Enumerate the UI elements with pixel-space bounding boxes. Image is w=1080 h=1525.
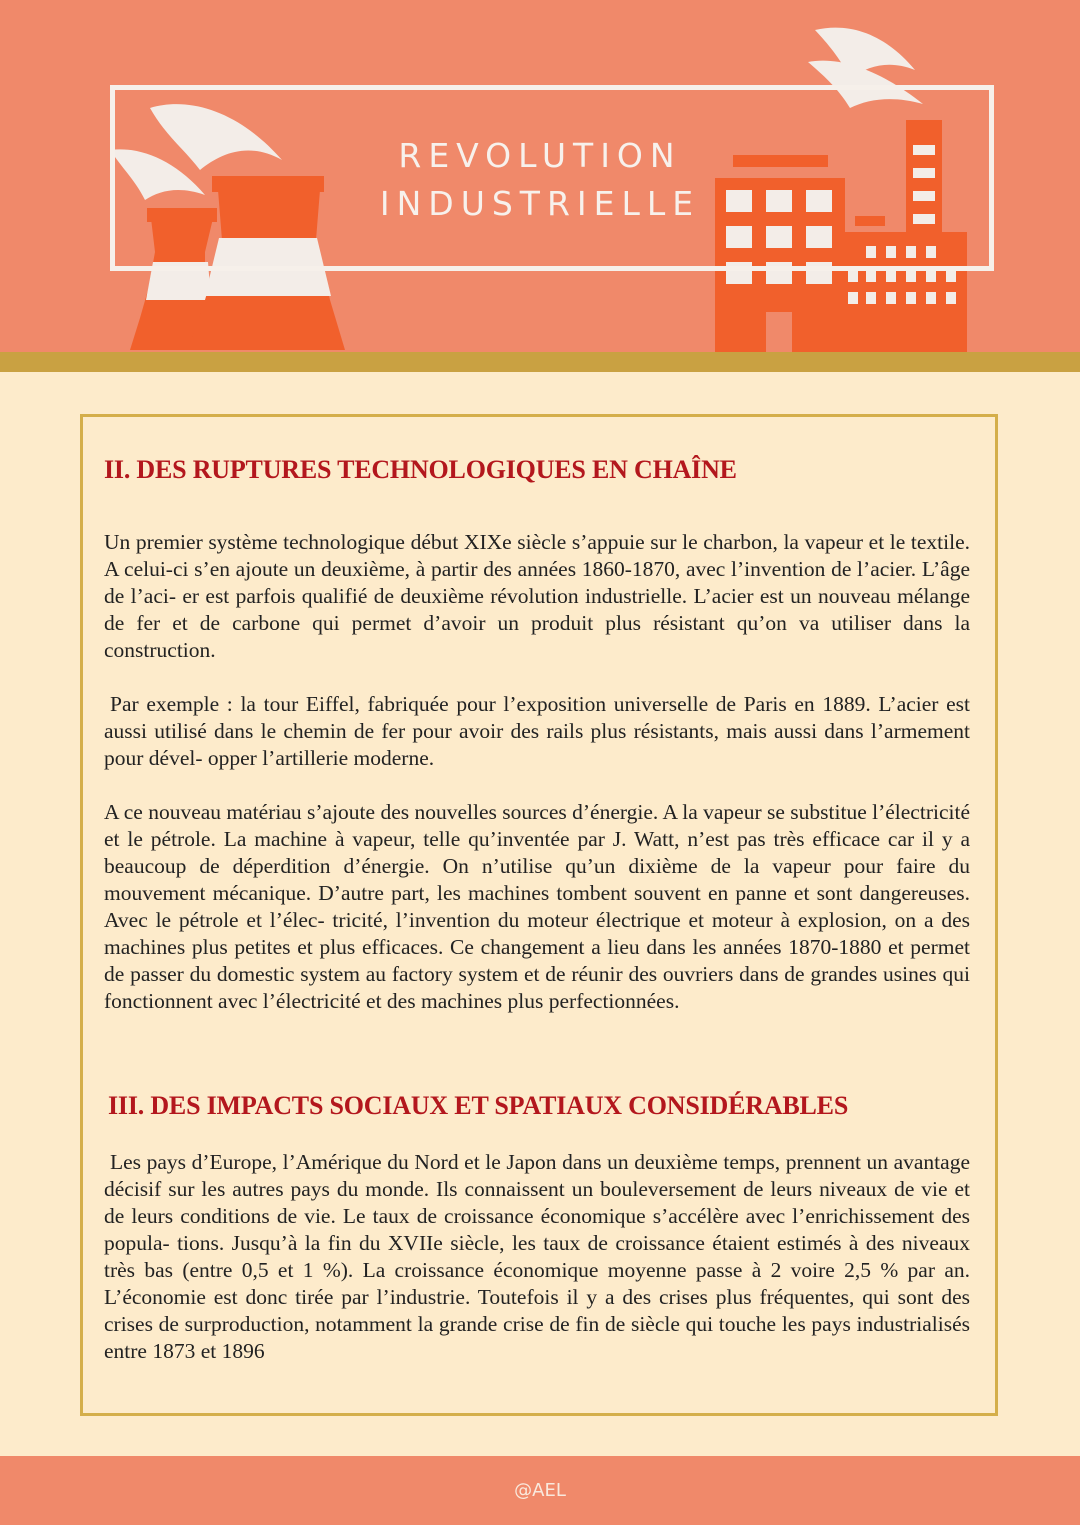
header-divider xyxy=(0,352,1080,372)
section-heading: II. DES RUPTURES TECHNOLOGIQUES EN CHAÎNE xyxy=(104,455,737,484)
paragraph: Les pays d’Europe, l’Amérique du Nord et le Japon dans un deuxième temps, prennent un avantage décisif sur les autres pays du monde. Ils connaissent un bouleversement de leurs niveaux de vie et de leurs conditions de vie. Le taux de croissance économique s’accélère avec l’enrichissement des popula- tions. Jusqu’à la fin du XVIIe siècle, les taux de croissance étaient estimés à des niveaux très bas (entre 0,5 et 1 %). La croissance économique moyenne passe à 2 voire 2,5 % par an. L’économie est donc tirée par l’industrie. Toutefois il y a des crises plus fréquentes, qui sont des crises de surproduction, notamment la grande crise de fin de siècle qui touche les pays industrialisés entre 1873 et 1896 xyxy=(104,1150,970,1363)
paragraph: Un premier système technologique début XIXe siècle s’appuie sur le charbon, la vapeur et le textile. A celui-ci s’en ajoute un deuxième, à partir des années 1860-1870, avec l’invention de l’acier. L’âge de l’aci- er est parfois qualifié de deuxième révolution industrielle. L’acier est un nouveau mélange de fer et de carbone qui permet d’avoir un produit plus résistant qu’on va utiliser dans la construction. xyxy=(104,530,970,662)
header-banner xyxy=(0,0,1080,352)
footer xyxy=(0,1456,1080,1525)
title-line-1: REVOLUTION xyxy=(398,136,682,175)
paragraph: Par exemple : la tour Eiffel, fabriquée pour l’exposition universelle de Paris en 1889. L’acier est aussi utilisé dans le chemin de fer pour avoir des rails plus résistants, mais aussi dans l’armement pour dével- opper l’artillerie moderne. xyxy=(104,692,970,770)
title-line-2: INDUSTRIELLE xyxy=(379,184,701,223)
paragraph: A ce nouveau matériau s’ajoute des nouvelles sources d’énergie. A la vapeur se substitue l’électricité et le pétrole. La machine à vapeur, telle qu’inventée par J. Watt, n’est pas très efficace car il y a beaucoup de déperdition d’énergie. On n’utilise qu’un dixième de la vapeur pour faire du mouvement mécanique. D’autre part, les machines tombent souvent en panne et sont dangereuses. Avec le pétrole et l’élec- tricité, l’invention du moteur électrique et moteur à explosion, on a des machines plus petites et plus efficaces. Ce changement a lieu dans les années 1870-1880 et permet de passer du domestic system au factory system et de réunir des ouvriers dans de grandes usines qui fonctionnent avec l’électricité et des machines plus perfectionnées. xyxy=(104,800,970,1013)
footer-credit: @AEL xyxy=(514,1480,566,1501)
page-title xyxy=(330,132,750,228)
section-heading: III. DES IMPACTS SOCIAUX ET SPATIAUX CONSIDÉRABLES xyxy=(108,1091,849,1120)
